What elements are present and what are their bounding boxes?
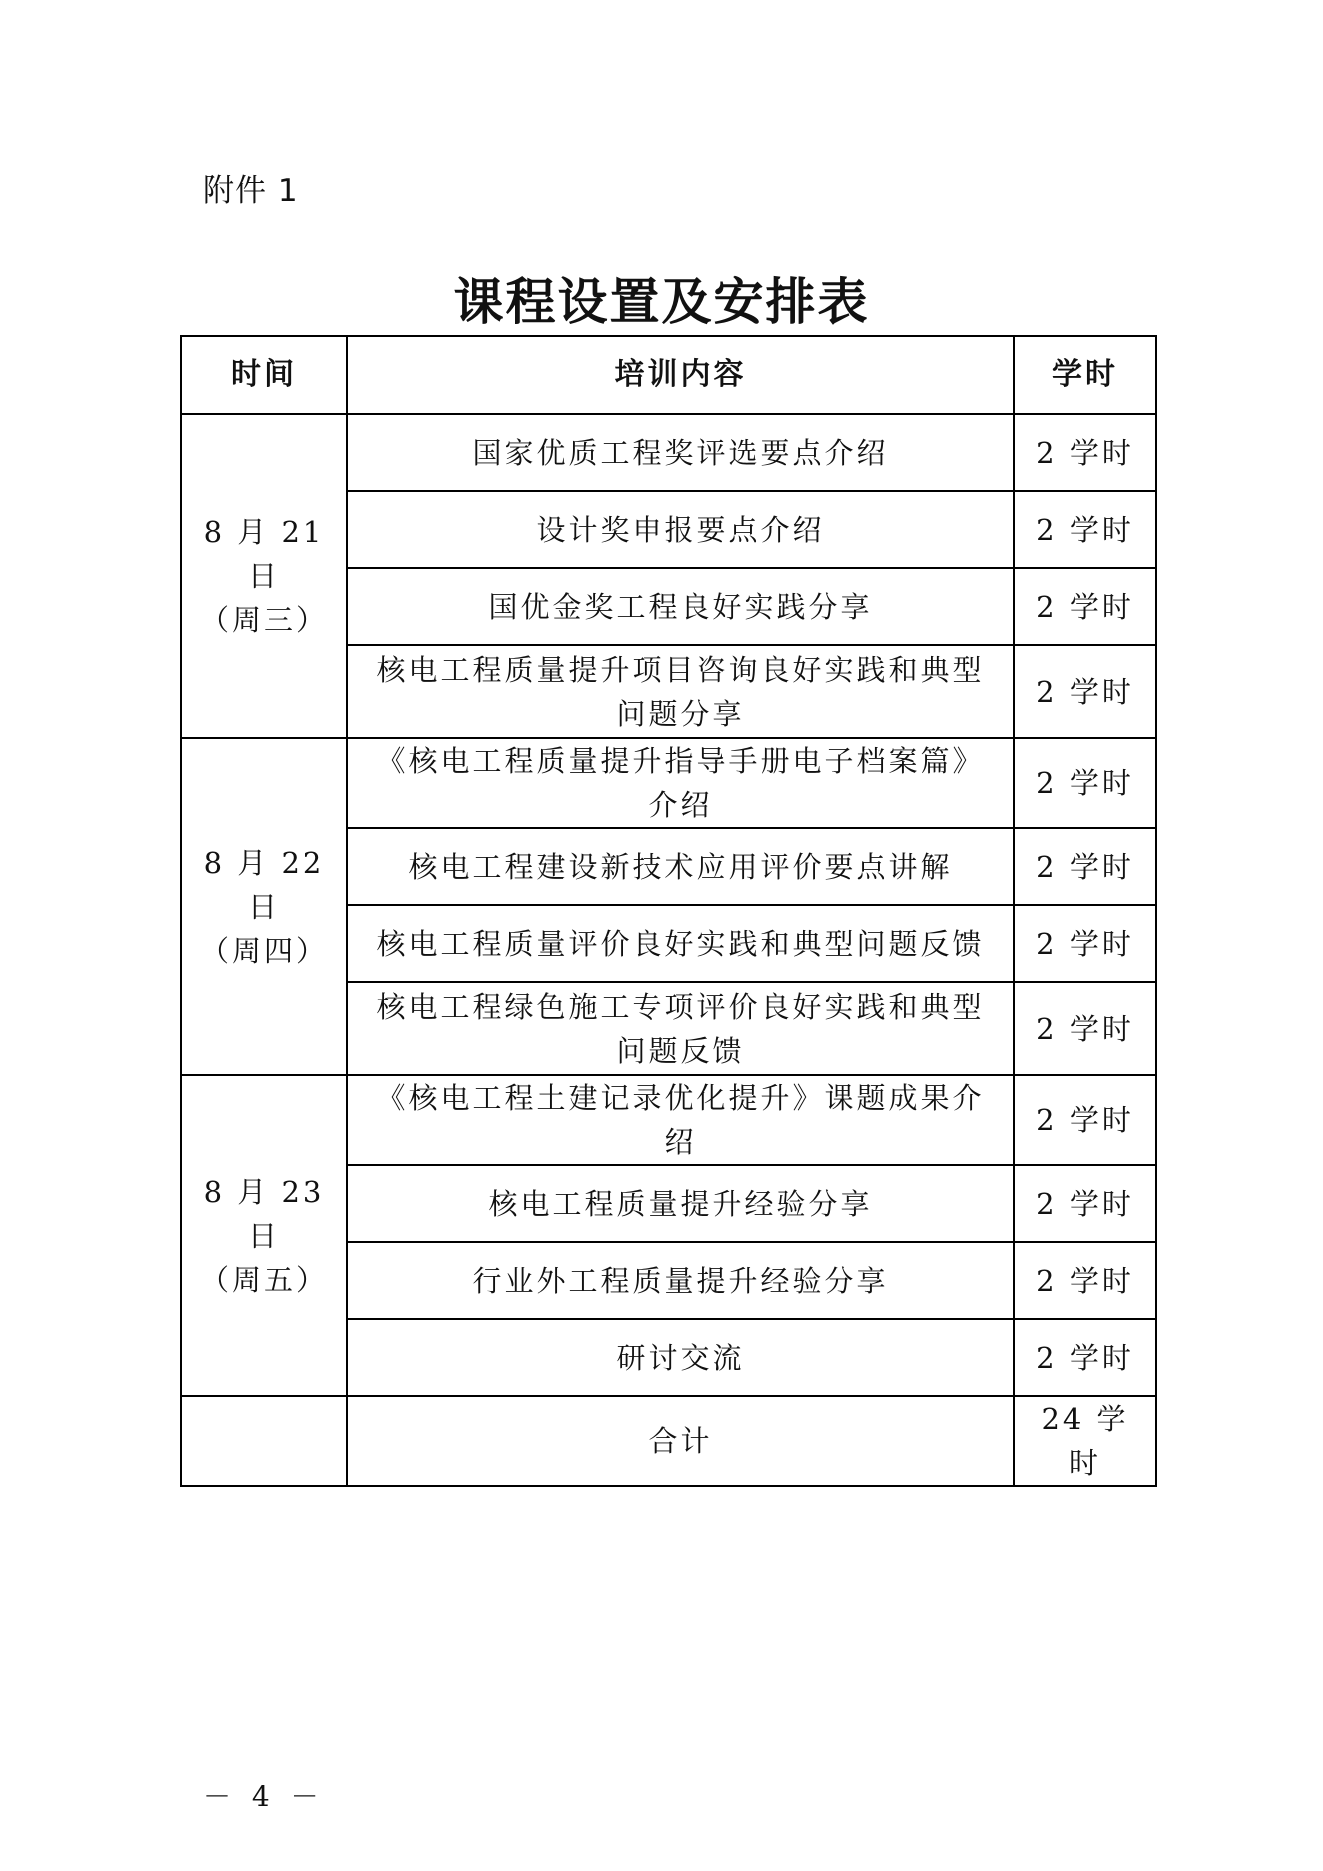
table-header-row [181,336,1156,414]
table-row [181,1075,1156,1165]
attachment-label: 附件 1 [203,173,299,209]
course-content: 核电工程质量评价良好实践和典型问题反馈 [347,905,1014,982]
course-content: 国优金奖工程良好实践分享 [347,568,1014,645]
header-time: 时间 [181,336,347,414]
course-content: 核电工程建设新技术应用评价要点讲解 [347,828,1014,905]
course-content: 设计奖申报要点介绍 [347,491,1014,568]
course-hours: 2 学时 [1014,1319,1156,1396]
course-content: 研讨交流 [347,1319,1014,1396]
course-hours: 2 学时 [1014,828,1156,905]
date-cell-day2 [181,738,347,1075]
total-label: 合计 [347,1396,1014,1486]
date-text: 8 月 21 日 [203,515,325,593]
course-content: 《核电工程质量提升指导手册电子档案篇》介绍 [347,738,1014,828]
weekday-text: （周四） [199,933,328,968]
table-row [181,738,1156,828]
course-content: 行业外工程质量提升经验分享 [347,1242,1014,1319]
total-hours: 24 学时 [1014,1396,1156,1486]
page-number: － 4 － [203,1780,325,1813]
weekday-text: （周三） [199,603,328,637]
date-cell-day3 [181,1075,347,1396]
header-hours: 学时 [1014,336,1156,414]
date-text: 8 月 23 日 [203,1174,325,1253]
course-hours: 2 学时 [1014,568,1156,645]
course-hours: 2 学时 [1014,645,1156,738]
document-title: 课程设置及安排表 [453,272,870,331]
course-content: 核电工程绿色施工专项评价良好实践和典型问题反馈 [347,982,1014,1075]
course-content: 核电工程质量提升经验分享 [347,1165,1014,1242]
course-hours: 2 学时 [1014,738,1156,828]
header-content: 培训内容 [347,336,1014,414]
date-cell-day1 [181,414,347,738]
course-hours: 2 学时 [1014,1242,1156,1319]
course-content: 核电工程质量提升项目咨询良好实践和典型问题分享 [347,645,1014,738]
course-hours: 2 学时 [1014,414,1156,491]
total-empty-cell [181,1396,347,1486]
total-row [181,1396,1156,1486]
weekday-text: （周五） [199,1262,328,1297]
course-hours: 2 学时 [1014,491,1156,568]
course-schedule-table [180,335,1157,1487]
course-hours: 2 学时 [1014,982,1156,1075]
course-hours: 2 学时 [1014,905,1156,982]
course-hours: 2 学时 [1014,1075,1156,1165]
course-hours: 2 学时 [1014,1165,1156,1242]
date-text: 8 月 22 日 [203,845,325,924]
course-content: 国家优质工程奖评选要点介绍 [347,414,1014,491]
table-row [181,414,1156,491]
course-content: 《核电工程土建记录优化提升》课题成果介绍 [347,1075,1014,1165]
